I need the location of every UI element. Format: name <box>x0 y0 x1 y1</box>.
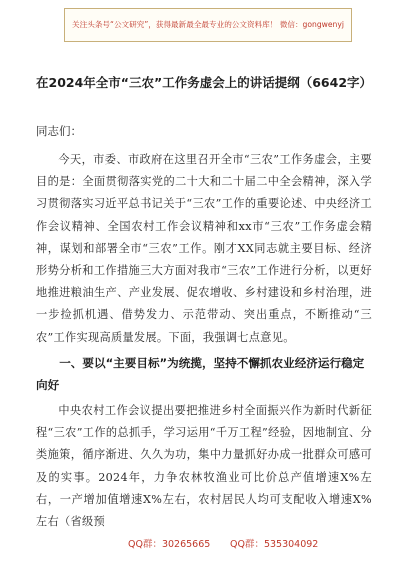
paragraph-section-1: 中央农村工作会议提出要把推进乡村全面振兴作为新时代新征程“三农”工作的总抓手，学习运用“千万工程”经验，因地制宜、分类施策，循序渐进、久久为功，集中力量抓好办成一批群众可感可及的实事。2024年，力争农林牧渔业可比价总产值增速X%左右，一产增加值增速X%左右，农村居民人均可支配收入增速X%左右（省级预 <box>36 404 372 529</box>
qq-group-1: QQ群：30265665 <box>128 539 211 550</box>
paragraph-intro: 今天，市委、市政府在这里召开全市“三农”工作务虚会，主要目的是：全面贯彻落实党的二十大和二十届二中全会精神，深入学习贯彻落实习近平总书记关于“三农”工作的重要论述、中央经济工作会议精神、全国农村工作会议精神和xx市“三农”工作务虚会精神，谋划和部署全市“三农”工作。刚才XX同志就主要目标、经济形势分析和工作措施三大方面对我市“三农”工作进行分析，以更好地推进粮油生产、产业发展、促农增收、乡村建设和乡村治理，进一步捡抓机遇、借势发力、示范带动、突出重点，不断推动“三农”工作实现高质量发展。下面，我强调七点意见。 <box>36 153 372 344</box>
qq-group-2: QQ群：535304092 <box>230 539 319 550</box>
promo-banner-text: 关注头条号“公文研究”，获得最新最全最专业的公文资料库！ 微信：gongwenyj <box>72 20 344 29</box>
footer <box>0 536 408 552</box>
greeting: 同志们： <box>36 124 82 138</box>
document-title: 在2024年全市“三农”工作务虚会上的讲话提纲（6642字） <box>36 75 373 90</box>
section-heading-1: 一、要以“主要目标”为统揽，坚持不懈抓农业经济运行稳定向好 <box>36 356 365 392</box>
promo-banner <box>64 8 352 42</box>
